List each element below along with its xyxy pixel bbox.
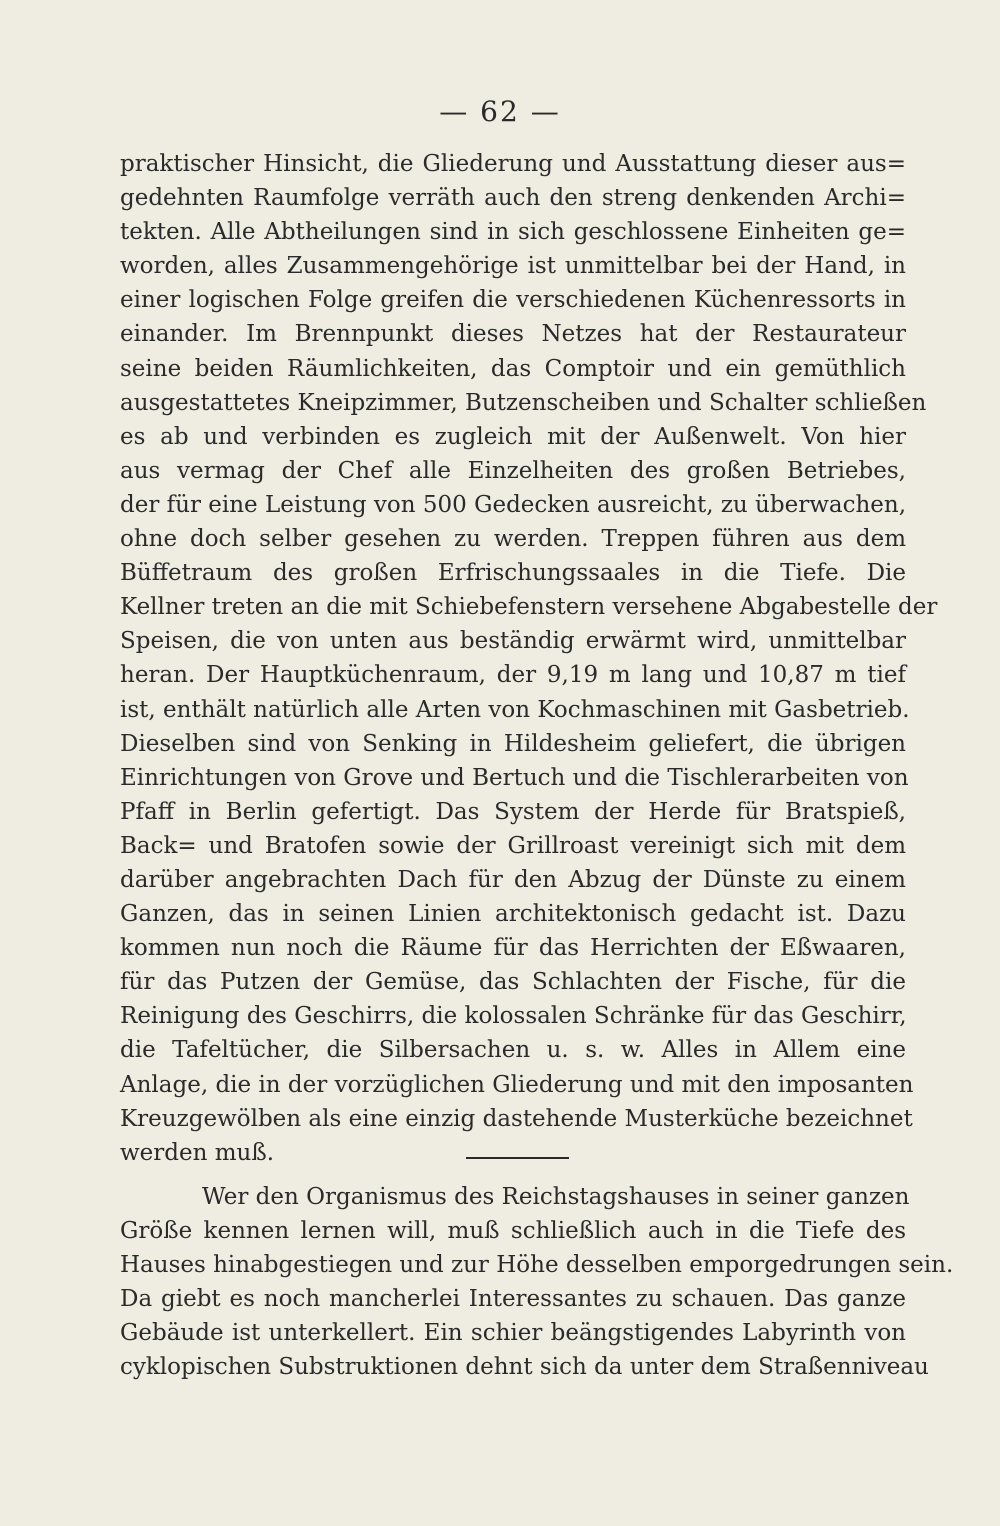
text-line: werden muß. (120, 1139, 275, 1166)
section-divider (466, 1157, 569, 1159)
text-line: es ab und verbinden es zugleich mit der Außenwelt. Von hier (120, 423, 906, 450)
text-line: Gebäude ist unterkellert. Ein schier beängstigendes Labyrinth von (120, 1320, 906, 1347)
text-line: aus vermag der Chef alle Einzelheiten des großen Betriebes, (120, 457, 906, 484)
paragraph-2 (120, 1180, 954, 1385)
text-line: praktischer Hinsicht, die Gliederung und Ausstattung dieser aus= (120, 151, 906, 177)
text-line: gedehnten Raumfolge verräth auch den streng denkenden Archi= (120, 185, 906, 212)
text-line: Speisen, die von unten aus beständig erwärmt wird, unmittelbar (120, 628, 906, 655)
text-line: Anlage, die in der vorzüglichen Gliederung und mit den imposanten (120, 1071, 914, 1098)
text-line: Einrichtungen von Grove und Bertuch und die Tischlerarbeiten von (120, 764, 909, 791)
paragraph-1 (120, 147, 938, 1170)
page-number: — 62 — (439, 95, 561, 128)
text-line: für das Putzen der Gemüse, das Schlachten der Fische, für die (120, 969, 906, 996)
text-line: einander. Im Brennpunkt dieses Netzes hat der Restaurateur (120, 321, 906, 348)
text-line: seine beiden Räumlichkeiten, das Comptoir und ein gemüthlich (120, 355, 906, 382)
text-line: Dieselben sind von Senking in Hildesheim geliefert, die übrigen (120, 730, 906, 757)
text-line: Back= und Bratofen sowie der Grillroast vereinigt sich mit dem (120, 832, 906, 859)
text-line: darüber angebrachten Dach für den Abzug der Dünste zu einem (120, 866, 906, 893)
text-line: einer logischen Folge greifen die verschiedenen Küchenressorts in (120, 287, 906, 314)
text-line: ausgestattetes Kneipzimmer, Butzenscheiben und Schalter schließen (120, 389, 927, 416)
text-line: tekten. Alle Abtheilungen sind in sich geschlossene Einheiten ge= (120, 219, 906, 246)
text-line: Büffetraum des großen Erfrischungssaales in die Tiefe. Die (120, 560, 906, 587)
text-line: heran. Der Hauptküchenraum, der 9,19 m lang und 10,87 m tief (120, 662, 906, 689)
text-line: der für eine Leistung von 500 Gedecken ausreicht, zu überwachen, (120, 491, 907, 518)
text-line: kommen nun noch die Räume für das Herrichten der Eßwaaren, (120, 935, 906, 962)
text-line: Größe kennen lernen will, muß schließlich auch in die Tiefe des (120, 1218, 906, 1245)
text-line: die Tafeltücher, die Silbersachen u. s. w. Alles in Allem eine (120, 1037, 906, 1064)
text-line: ist, enthält natürlich alle Arten von Kochmaschinen mit Gasbetrieb. (120, 696, 910, 723)
text-line: Pfaff in Berlin gefertigt. Das System der Herde für Bratspieß, (120, 798, 906, 825)
text-line: ohne doch selber gesehen zu werden. Treppen führen aus dem (120, 526, 906, 553)
text-line: Kellner treten an die mit Schiebefenstern versehene Abgabestelle der (120, 594, 938, 621)
text-line: Wer den Organismus des Reichstagshauses in seiner ganzen (202, 1184, 910, 1210)
text-line: Kreuzgewölben als eine einzig dastehende Musterküche bezeichnet (120, 1105, 913, 1132)
text-line: Ganzen, das in seinen Linien architektonisch gedacht ist. Dazu (120, 901, 906, 928)
text-line: Da giebt es noch mancherlei Interessantes zu schauen. Das ganze (120, 1286, 906, 1313)
text-line: Reinigung des Geschirrs, die kolossalen Schränke für das Geschirr, (120, 1003, 907, 1030)
text-line: cyklopischen Substruktionen dehnt sich da unter dem Straßenniveau (120, 1354, 929, 1381)
text-line: Hauses hinabgestiegen und zur Höhe desselben emporgedrungen sein. (120, 1252, 954, 1279)
text-line: worden, alles Zusammengehörige ist unmittelbar bei der Hand, in (120, 253, 906, 280)
